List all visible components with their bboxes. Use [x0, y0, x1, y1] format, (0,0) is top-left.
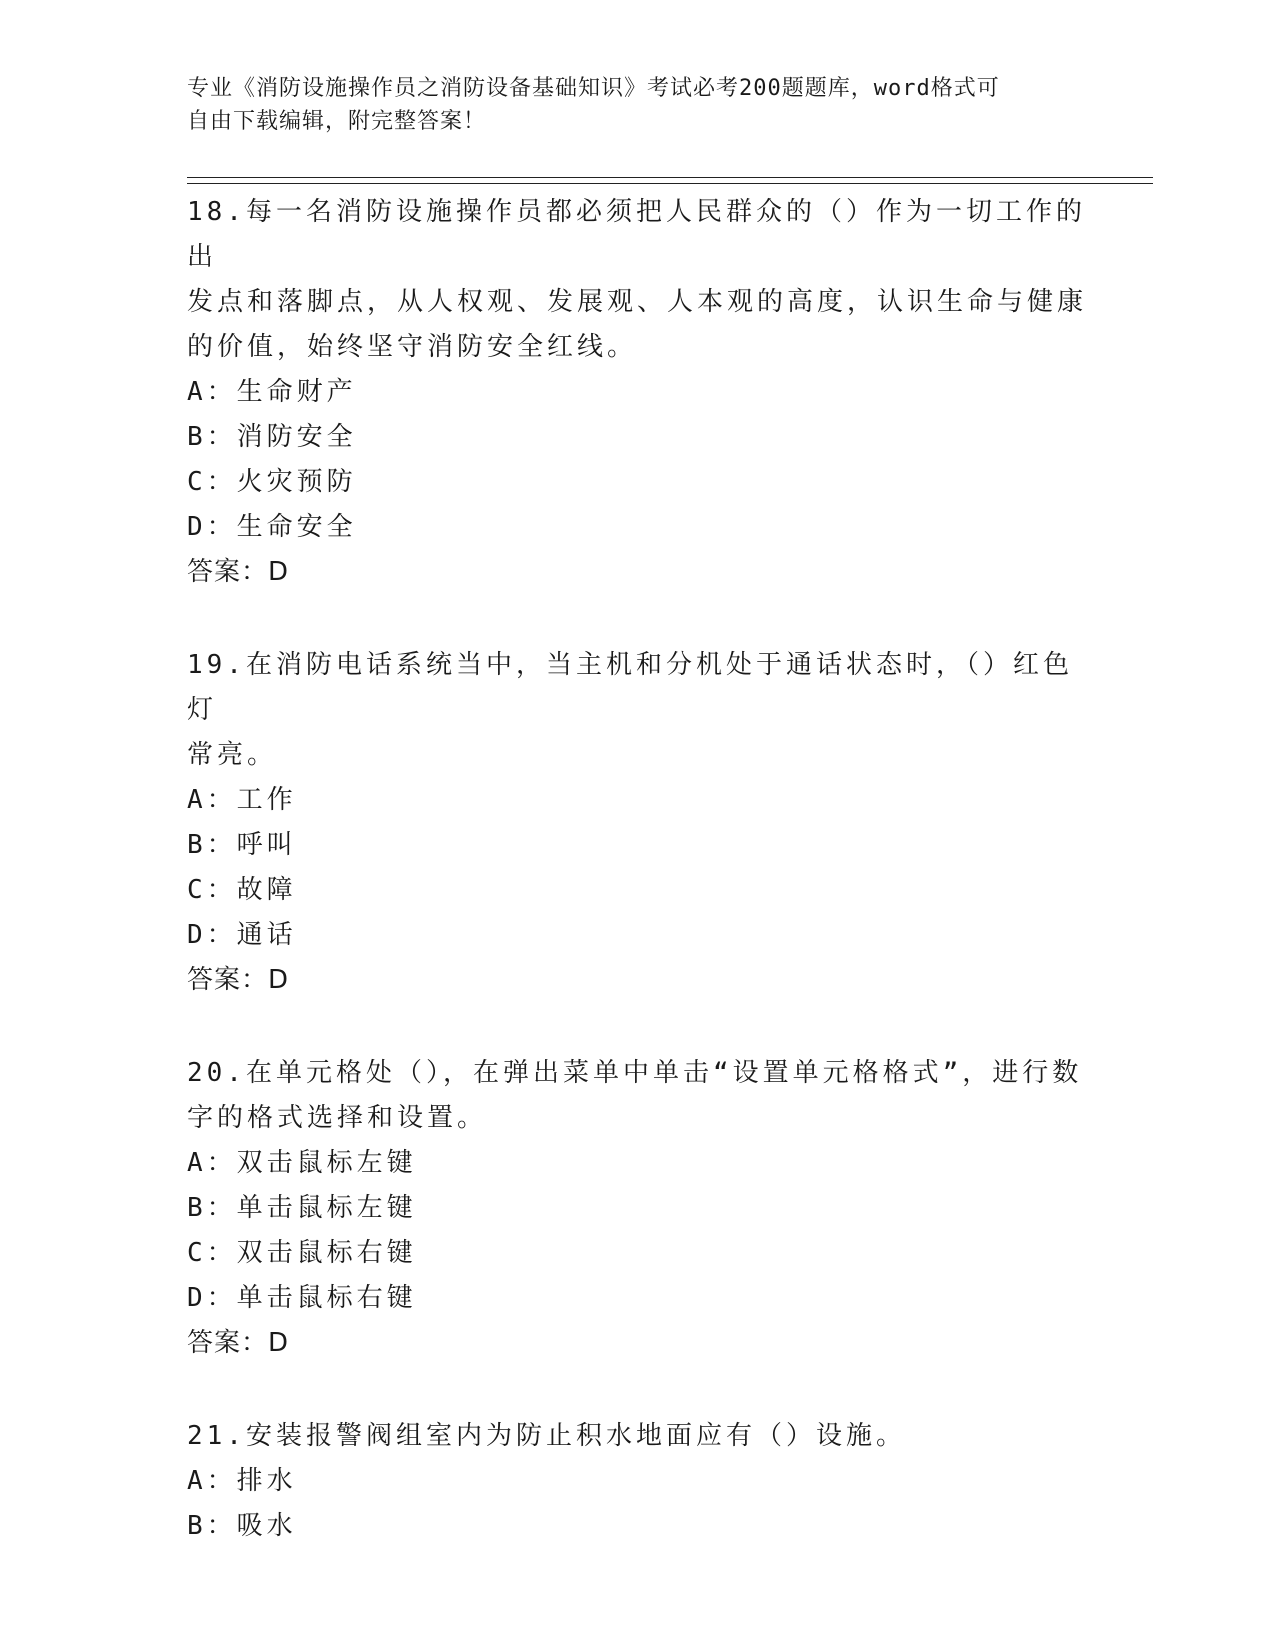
answer-option: A：排水	[187, 1466, 297, 1496]
answer-option: B：吸水	[187, 1511, 297, 1541]
question-block	[187, 1414, 1087, 1549]
question-block	[187, 190, 1087, 595]
answer-option: D：通话	[187, 920, 297, 950]
answer-option: B：消防安全	[187, 422, 357, 452]
question-stem-line: 19.在消防电话系统当中，当主机和分机处于通话状态时，（）红色灯	[187, 650, 1073, 725]
header-line-2: 自由下载编辑，附完整答案！	[187, 109, 487, 134]
header-divider-top	[187, 177, 1153, 178]
question-stem-line: 21.安装报警阀组室内为防止积水地面应有（）设施。	[187, 1421, 906, 1451]
answer-option: B：单击鼠标左键	[187, 1193, 417, 1223]
answer-option: C：故障	[187, 875, 297, 905]
question-block	[187, 643, 1087, 1003]
question-stem-line: 18.每一名消防设施操作员都必须把人民群众的（）作为一切工作的出	[187, 197, 1086, 272]
question-stem-line: 字的格式选择和设置。	[187, 1103, 488, 1133]
header-line-1: 专业《消防设施操作员之消防设备基础知识》考试必考200题题库，word格式可	[187, 76, 1000, 101]
answer-key: 答案：D	[187, 1328, 290, 1358]
answer-key: 答案：D	[187, 965, 290, 995]
answer-option: D：生命安全	[187, 512, 357, 542]
document-header	[187, 72, 1067, 138]
answer-option: A：工作	[187, 785, 297, 815]
question-stem-line: 的价值，始终坚守消防安全红线。	[187, 332, 638, 362]
question-stem-line: 常亮。	[187, 740, 278, 770]
question-stem-line: 20.在单元格处（），在弹出菜单中单击“设置单元格格式”，进行数	[187, 1058, 1083, 1088]
answer-option: C：双击鼠标右键	[187, 1238, 417, 1268]
answer-option: B：呼叫	[187, 830, 297, 860]
question-block	[187, 1051, 1087, 1366]
answer-option: D：单击鼠标右键	[187, 1283, 417, 1313]
question-list	[187, 190, 1087, 1597]
answer-key: 答案：D	[187, 557, 290, 587]
answer-option: C：火灾预防	[187, 467, 357, 497]
header-divider-bottom	[187, 183, 1153, 184]
question-stem-line: 发点和落脚点，从人权观、发展观、人本观的高度，认识生命与健康	[187, 287, 1088, 317]
answer-option: A：生命财产	[187, 377, 357, 407]
answer-option: A：双击鼠标左键	[187, 1148, 417, 1178]
